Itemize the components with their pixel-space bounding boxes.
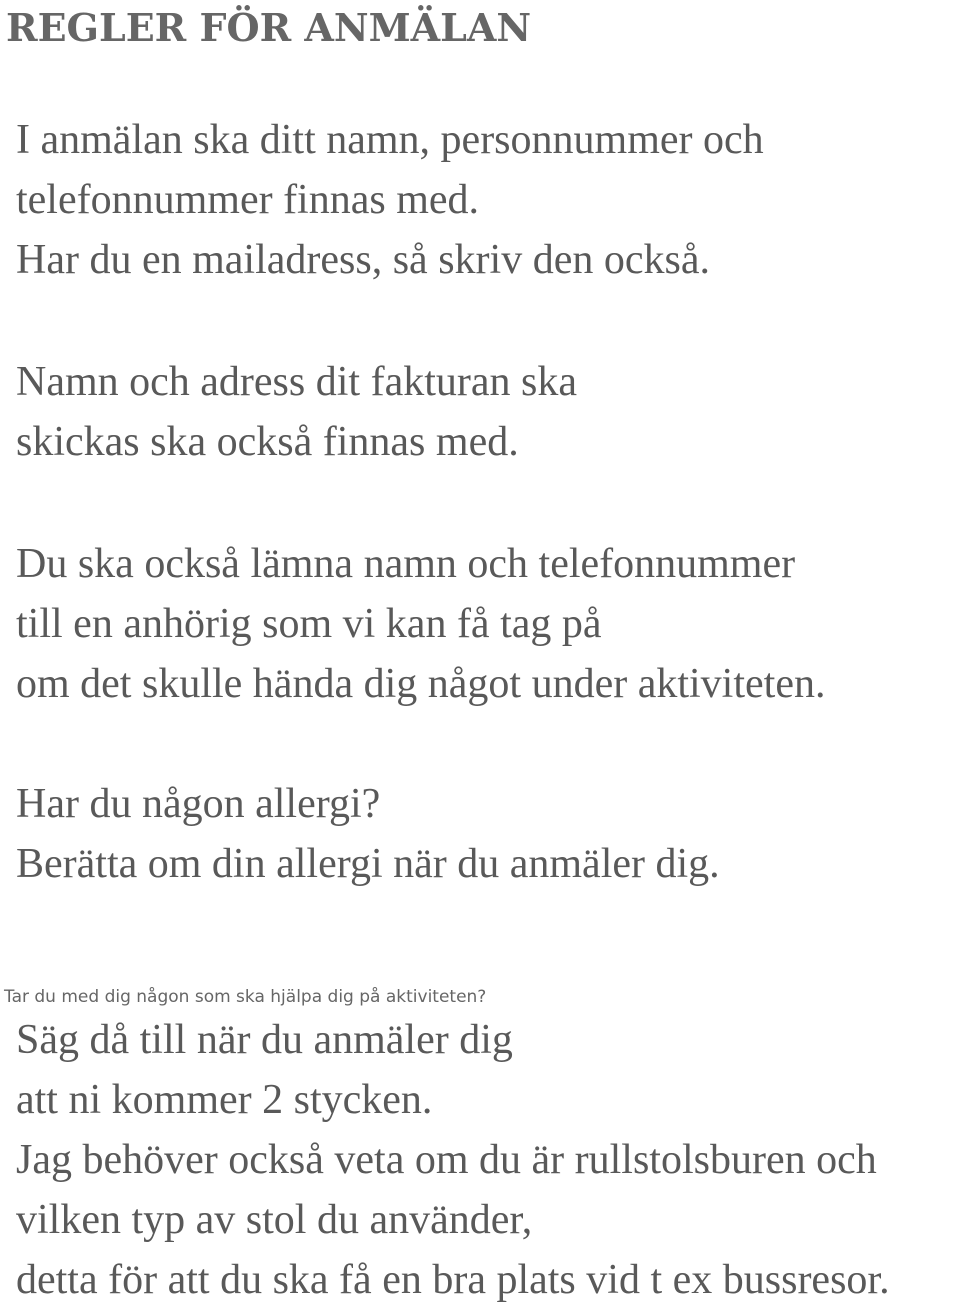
paragraph-invoice-address [16, 352, 577, 472]
paragraph-registration-details [16, 110, 764, 290]
paragraph-emergency-contact [16, 534, 825, 714]
text-line: till en anhörig som vi kan få tag på [16, 601, 602, 647]
text-line: telefonnummer finnas med. [16, 177, 480, 223]
text-line: Säg då till när du anmäler dig [16, 1017, 513, 1063]
text-line: om det skulle hända dig något under aktiviteten. [16, 661, 826, 707]
text-line: detta för att du ska få en bra plats vid t ex bussresor. [16, 1257, 890, 1303]
assistant-question: Tar du med dig någon som ska hjälpa dig på aktiviteten? [4, 987, 487, 1007]
text-line: vilken typ av stol du använder, [16, 1197, 533, 1243]
paragraph-allergy [16, 774, 720, 894]
text-line: Berätta om din allergi när du anmäler dig. [16, 841, 720, 887]
text-line: Du ska också lämna namn och telefonnummer [16, 541, 796, 587]
paragraph-assistant-wheelchair [16, 1010, 890, 1310]
text-line: Har du någon allergi? [16, 781, 381, 827]
text-line: Har du en mailadress, så skriv den också. [16, 237, 710, 283]
text-line: Jag behöver också veta om du är rullstolsburen och [16, 1137, 877, 1183]
text-line: Namn och adress dit fakturan ska [16, 359, 577, 405]
text-line: I anmälan ska ditt namn, personnummer och [16, 117, 764, 163]
text-line: skickas ska också finnas med. [16, 419, 519, 465]
page-heading: REGLER FÖR ANMÄLAN [6, 5, 532, 50]
text-line: att ni kommer 2 stycken. [16, 1077, 433, 1123]
